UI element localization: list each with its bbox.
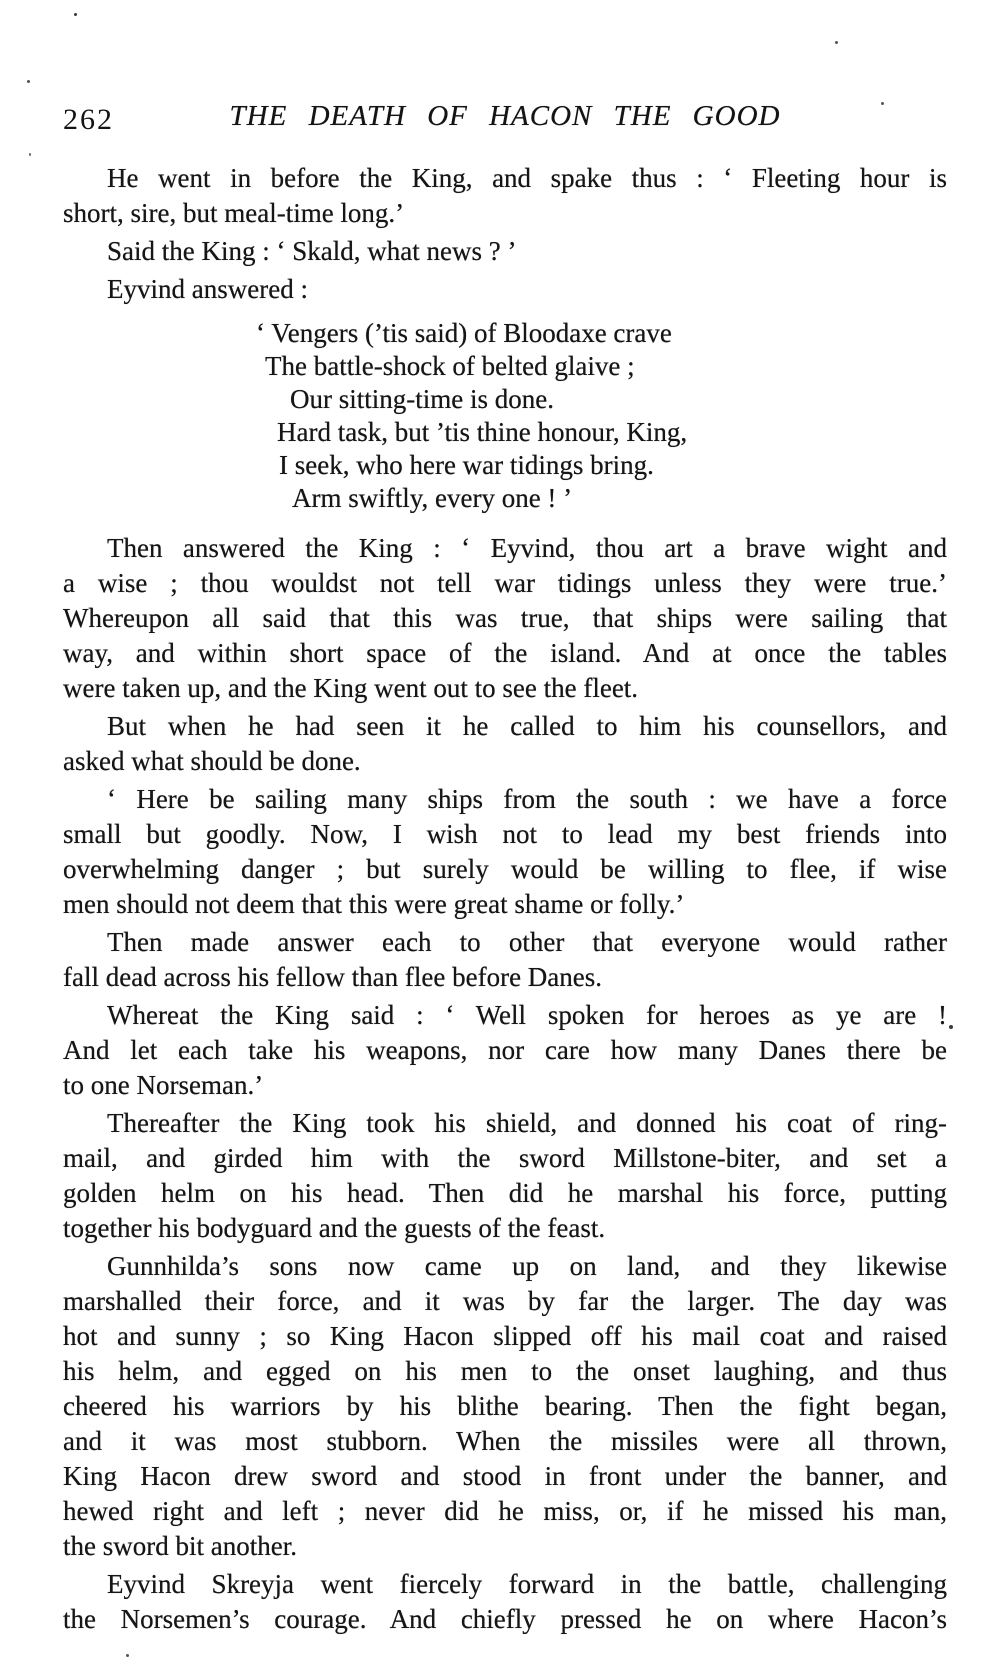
text-line: Said the King : ‘ Skald, what news ? ’: [107, 236, 517, 266]
paragraph: [63, 161, 947, 231]
text-line: Eyvind answered :: [107, 274, 308, 304]
text-line: a wise ; thou wouldst not tell war tidings unless they were true.’: [63, 568, 947, 598]
text-line: But when he had seen it he called to him his counsellors, and: [107, 711, 947, 741]
paragraph: [63, 709, 947, 779]
paragraph: [63, 234, 947, 269]
text-line: And let each take his weapons, nor care how many Danes there be: [63, 1035, 947, 1065]
scan-speck: [74, 13, 77, 16]
text-line: Gunnhilda’s sons now came up on land, and they likewise: [107, 1251, 947, 1281]
text-line: short, sire, but meal-time long.’: [63, 198, 405, 228]
text-line: and it was most stubborn. When the missiles were all thrown,: [63, 1426, 947, 1456]
text-line: overwhelming danger ; but surely would be willing to flee, if wise: [63, 854, 947, 884]
scan-speck: [27, 80, 30, 83]
text-line: Eyvind Skreyja went fiercely forward in the battle, challenging: [107, 1569, 947, 1599]
text-line: golden helm on his head. Then did he marshal his force, putting: [63, 1178, 947, 1208]
text-line: his helm, and egged on his men to the onset laughing, and thus: [63, 1356, 947, 1386]
scan-speck: [29, 153, 31, 156]
paragraph: [63, 1249, 947, 1564]
verse-line: I seek, who here war tidings bring.: [279, 450, 654, 480]
verse-line: The battle-shock of belted glaive ;: [265, 351, 635, 381]
scan-speck: [881, 102, 884, 105]
paragraph: [63, 1106, 947, 1246]
text-line: Then made answer each to other that everyone would rather: [107, 927, 947, 957]
text-line: Then answered the King : ‘ Eyvind, thou art a brave wight and: [107, 533, 947, 563]
paragraph: [63, 925, 947, 995]
text-line: small but goodly. Now, I wish not to lead my best friends into: [63, 819, 947, 849]
text-line: ‘ Here be sailing many ships from the south : we have a force: [107, 784, 947, 814]
paragraph: [63, 998, 947, 1103]
paragraph: [63, 1567, 947, 1637]
text-line: the sword bit another.: [63, 1531, 297, 1561]
text-line: He went in before the King, and spake thus : ‘ Fleeting hour is: [107, 163, 947, 193]
text-line: Whereupon all said that this was true, that ships were sailing that: [63, 603, 947, 633]
running-header-title: THE DEATH OF HACON THE GOOD: [229, 100, 781, 132]
text-line: King Hacon drew sword and stood in front under the banner, and: [63, 1461, 947, 1491]
text-line: marshalled their force, and it was by far the larger. The day was: [63, 1286, 947, 1316]
scan-speck: [949, 1025, 953, 1029]
page-body-text: [63, 161, 947, 1640]
paragraph: [63, 531, 947, 706]
text-line: way, and within short space of the island. And at once the tables: [63, 638, 947, 668]
paragraph: [63, 782, 947, 922]
paragraph: [63, 272, 947, 307]
text-line: hewed right and left ; never did he miss, or, if he missed his man,: [63, 1496, 947, 1526]
text-line: asked what should be done.: [63, 746, 361, 776]
verse-block: [256, 317, 947, 515]
text-line: were taken up, and the King went out to see the fleet.: [63, 673, 639, 703]
text-line: to one Norseman.’: [63, 1070, 264, 1100]
text-line: the Norsemen’s courage. And chiefly pressed he on where Hacon’s: [63, 1604, 947, 1634]
verse-line: ‘ Vengers (’tis said) of Bloodaxe crave: [256, 318, 672, 348]
text-line: men should not deem that this were great shame or folly.’: [63, 889, 685, 919]
scan-speck: [835, 41, 838, 44]
text-line: hot and sunny ; so King Hacon slipped off his mail coat and raised: [63, 1321, 947, 1351]
scan-speck: [126, 1654, 129, 1657]
text-line: Whereat the King said : ‘ Well spoken for heroes as ye are !: [107, 1000, 947, 1030]
text-line: fall dead across his fellow than flee before Danes.: [63, 962, 603, 992]
text-line: together his bodyguard and the guests of the feast.: [63, 1213, 606, 1243]
text-line: cheered his warriors by his blithe bearing. Then the fight began,: [63, 1391, 947, 1421]
page-number: 262: [63, 103, 114, 136]
page-header: [63, 100, 947, 140]
verse-line: Arm swiftly, every one ! ’: [292, 483, 573, 513]
text-line: mail, and girded him with the sword Millstone-biter, and set a: [63, 1143, 947, 1173]
verse-line: Hard task, but ’tis thine honour, King,: [277, 417, 688, 447]
text-line: Thereafter the King took his shield, and donned his coat of ring-: [107, 1108, 947, 1138]
verse-line: Our sitting-time is done.: [290, 384, 554, 414]
